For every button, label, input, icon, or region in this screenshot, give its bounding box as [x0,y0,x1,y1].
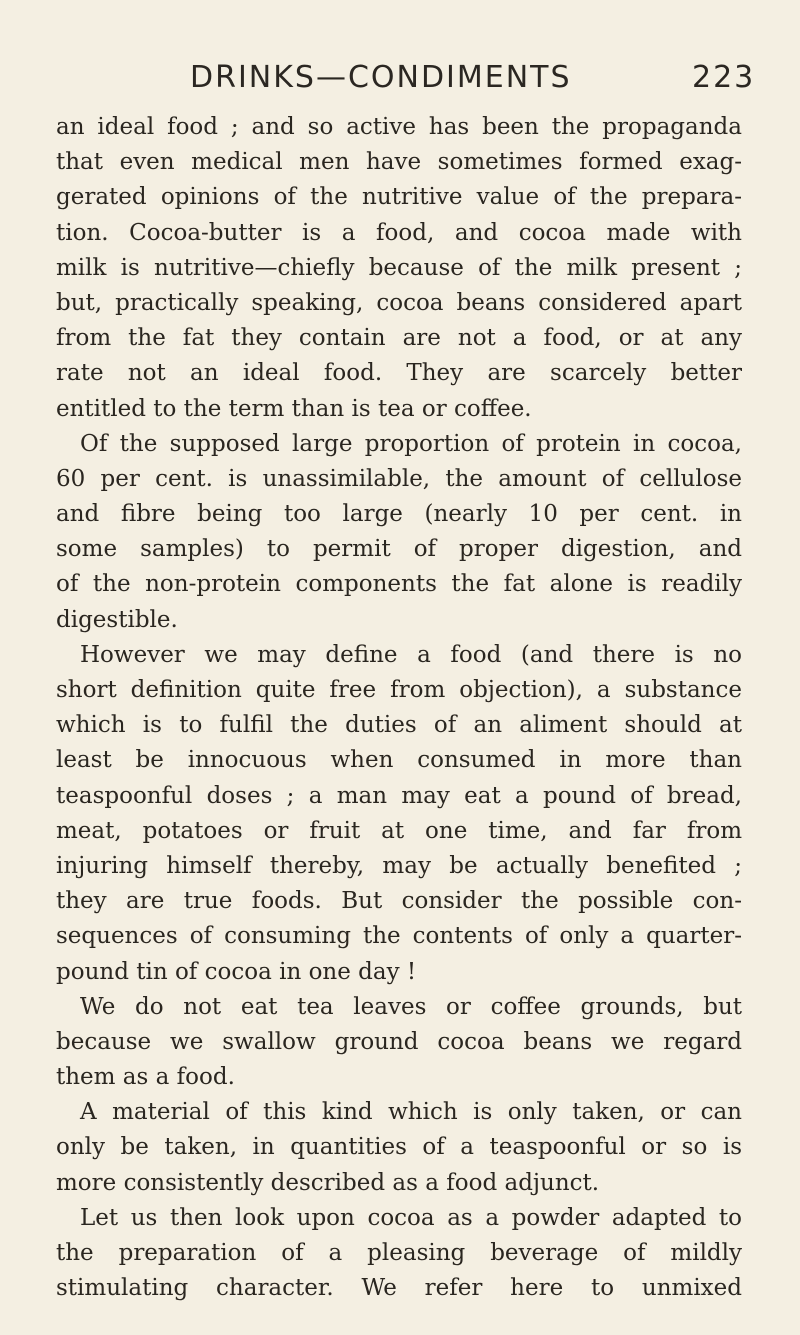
text-line: of the non-protein components the fat alone is readily [56,571,742,598]
text-line: that even medical men have sometimes formed exag- [56,149,742,176]
text-line: because we swallow ground cocoa beans we regard [56,1028,742,1055]
text-line: and fibre being too large (nearly 10 per cent. in [56,501,742,528]
text-line: digestible. [56,606,178,633]
text-line: Of the supposed large proportion of protein in cocoa, [80,430,742,457]
text-line: some samples) to permit of proper digestion, and [56,536,742,563]
text-line: least be innocuous when consumed in more than [56,747,742,774]
body-text [56,110,742,1306]
text-line: sequences of consuming the contents of only a quarter- [56,923,742,950]
text-line: 60 per cent. is unassimilable, the amount of cellulose [56,465,742,492]
text-line: more consistently described as a food adjunct. [56,1169,600,1196]
text-line: Let us then look upon cocoa as a powder adapted to [80,1204,742,1231]
text-line: they are true foods. But consider the possible con- [56,888,742,915]
text-line: A material of this kind which is only taken, or can [80,1099,742,1126]
running-head [0,60,800,100]
text-line: an ideal food ; and so active has been the propaganda [56,114,742,140]
text-line: from the fat they contain are not a food, or at any [56,325,742,352]
text-line: entitled to the term than is tea or coffee. [56,395,532,422]
text-line: meat, potatoes or fruit at one time, and far from [56,817,742,844]
text-line: only be taken, in quantities of a teaspoonful or so is [56,1134,742,1161]
text-line: the preparation of a pleasing beverage of mildly [56,1240,742,1266]
text-line: stimulating character. We refer here to unmixed [56,1275,742,1302]
text-line: injuring himself thereby, may be actually benefited ; [56,852,742,879]
text-line: gerated opinions of the nutritive value of the prepara- [56,184,742,211]
text-line: short definition quite free from objection), a substance [56,677,742,703]
text-line: teaspoonful doses ; a man may eat a pound of bread, [56,782,742,809]
text-line: them as a food. [56,1064,235,1091]
text-line: but, practically speaking, cocoa beans considered apart [56,289,742,316]
text-line: tion. Cocoa-butter is a food, and cocoa made with [56,219,742,246]
running-title: DRINKS—CONDIMENTS [190,60,572,95]
page-number: 223 [692,60,756,95]
text-line: rate not an ideal food. They are scarcely better [56,360,742,387]
text-line: milk is nutritive—chiefly because of the milk present ; [56,254,742,281]
text-line: We do not eat tea leaves or coffee grounds, but [80,993,742,1020]
text-line: which is to fulfil the duties of an aliment should at [56,712,742,739]
text-line: However we may define a food (and there is no [80,641,742,668]
text-line: pound tin of cocoa in one day ! [56,958,417,985]
